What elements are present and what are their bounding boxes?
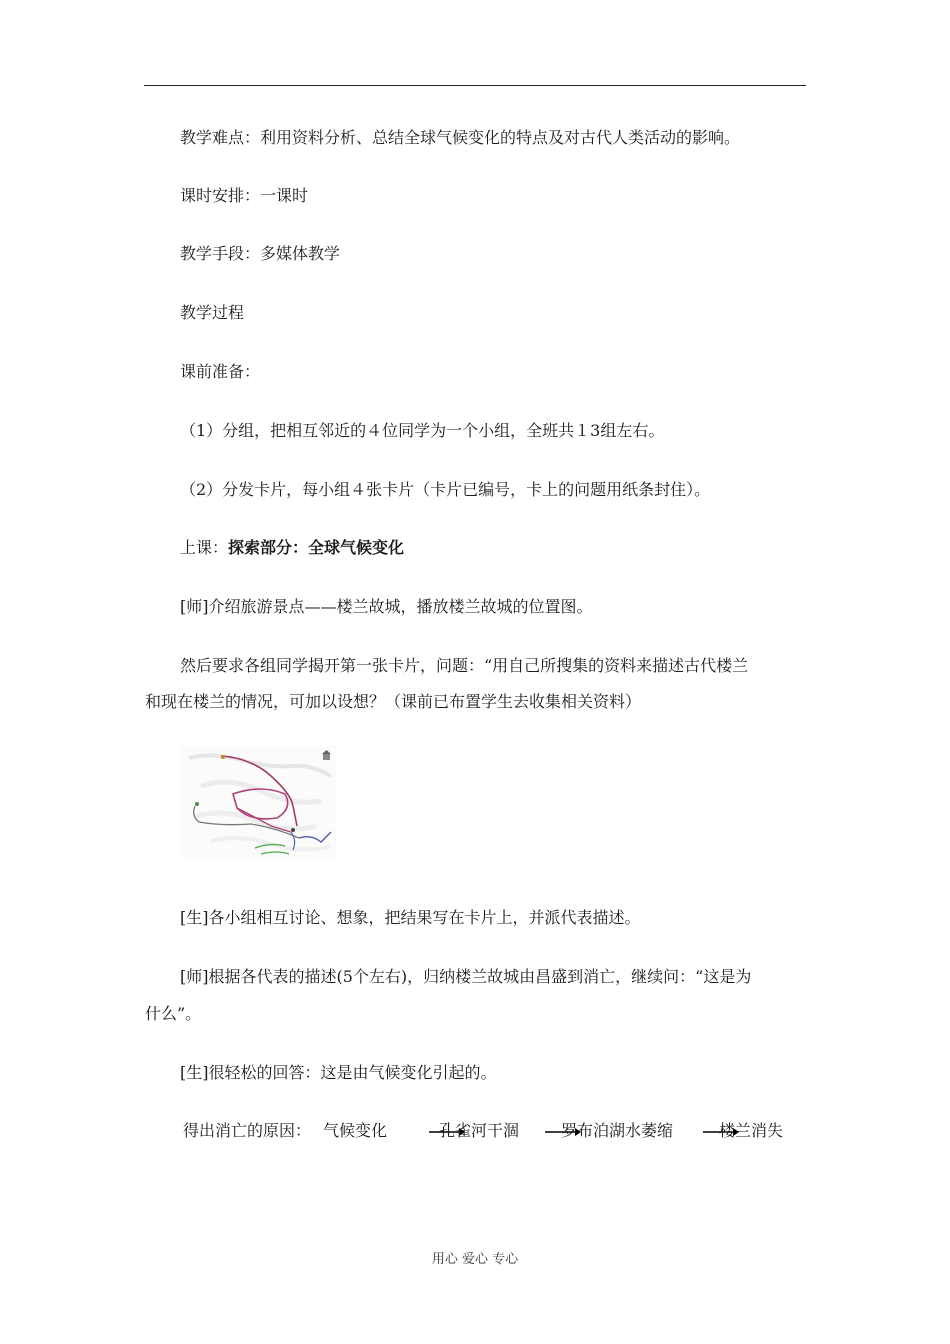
teacher-line-3b: 什么”。 <box>145 1004 202 1023</box>
page-footer: 用心 爱心 专心 <box>431 1252 519 1267</box>
class-prefix: 上课： <box>180 538 229 557</box>
means-line: 教学手段：多媒体教学 <box>180 244 341 263</box>
chain-item-climate: 气候变化 <box>323 1121 388 1140</box>
chain-item-loulan: 楼兰消失 <box>719 1121 784 1140</box>
student-line-1: [生]各小组相互讨论、想象，把结果写在卡片上，并派代表描述。 <box>180 908 641 927</box>
process-heading: 教学过程 <box>180 303 245 322</box>
class-line <box>180 538 404 558</box>
schedule-line: 课时安排：一课时 <box>180 186 309 205</box>
student-line-2: [生]很轻松的回答：这是由气候变化引起的。 <box>180 1063 497 1082</box>
loulan-location-map <box>181 746 337 858</box>
chain-item-river: 孔雀河干涸 <box>439 1121 520 1140</box>
chain-prefix: 得出消亡的原因： <box>183 1121 312 1140</box>
class-topic: 探索部分：全球气候变化 <box>228 538 405 557</box>
cause-chain <box>183 1121 823 1145</box>
teacher-line-2a: 然后要求各组同学揭开第一张卡片，问题：“用自己所搜集的资料来描述古代楼兰 <box>180 656 749 675</box>
prep-item-2: （2）分发卡片，每小组４张卡片（卡片已编号，卡上的问题用纸条封住）。 <box>180 480 711 499</box>
difficulty-line: 教学难点：利用资料分析、总结全球气候变化的特点及对古代人类活动的影响。 <box>180 128 741 147</box>
prep-heading: 课前准备： <box>180 362 261 381</box>
header-rule <box>144 85 806 86</box>
teacher-line-1: [师]介绍旅游景点——楼兰故城，播放楼兰故城的位置图。 <box>180 597 593 616</box>
teacher-line-3a: [师]根据各代表的描述(5个左右)，归纳楼兰故城由昌盛到消亡，继续问：“这是为 <box>180 967 752 986</box>
chain-item-lake: 罗布泊湖水萎缩 <box>561 1121 674 1140</box>
teacher-line-2b: 和现在楼兰的情况，可加以设想？（课前已布置学生去收集相关资料） <box>145 692 642 711</box>
prep-item-1: （1）分组，把相互邻近的４位同学为一个小组，全班共１3组左右。 <box>180 421 665 440</box>
